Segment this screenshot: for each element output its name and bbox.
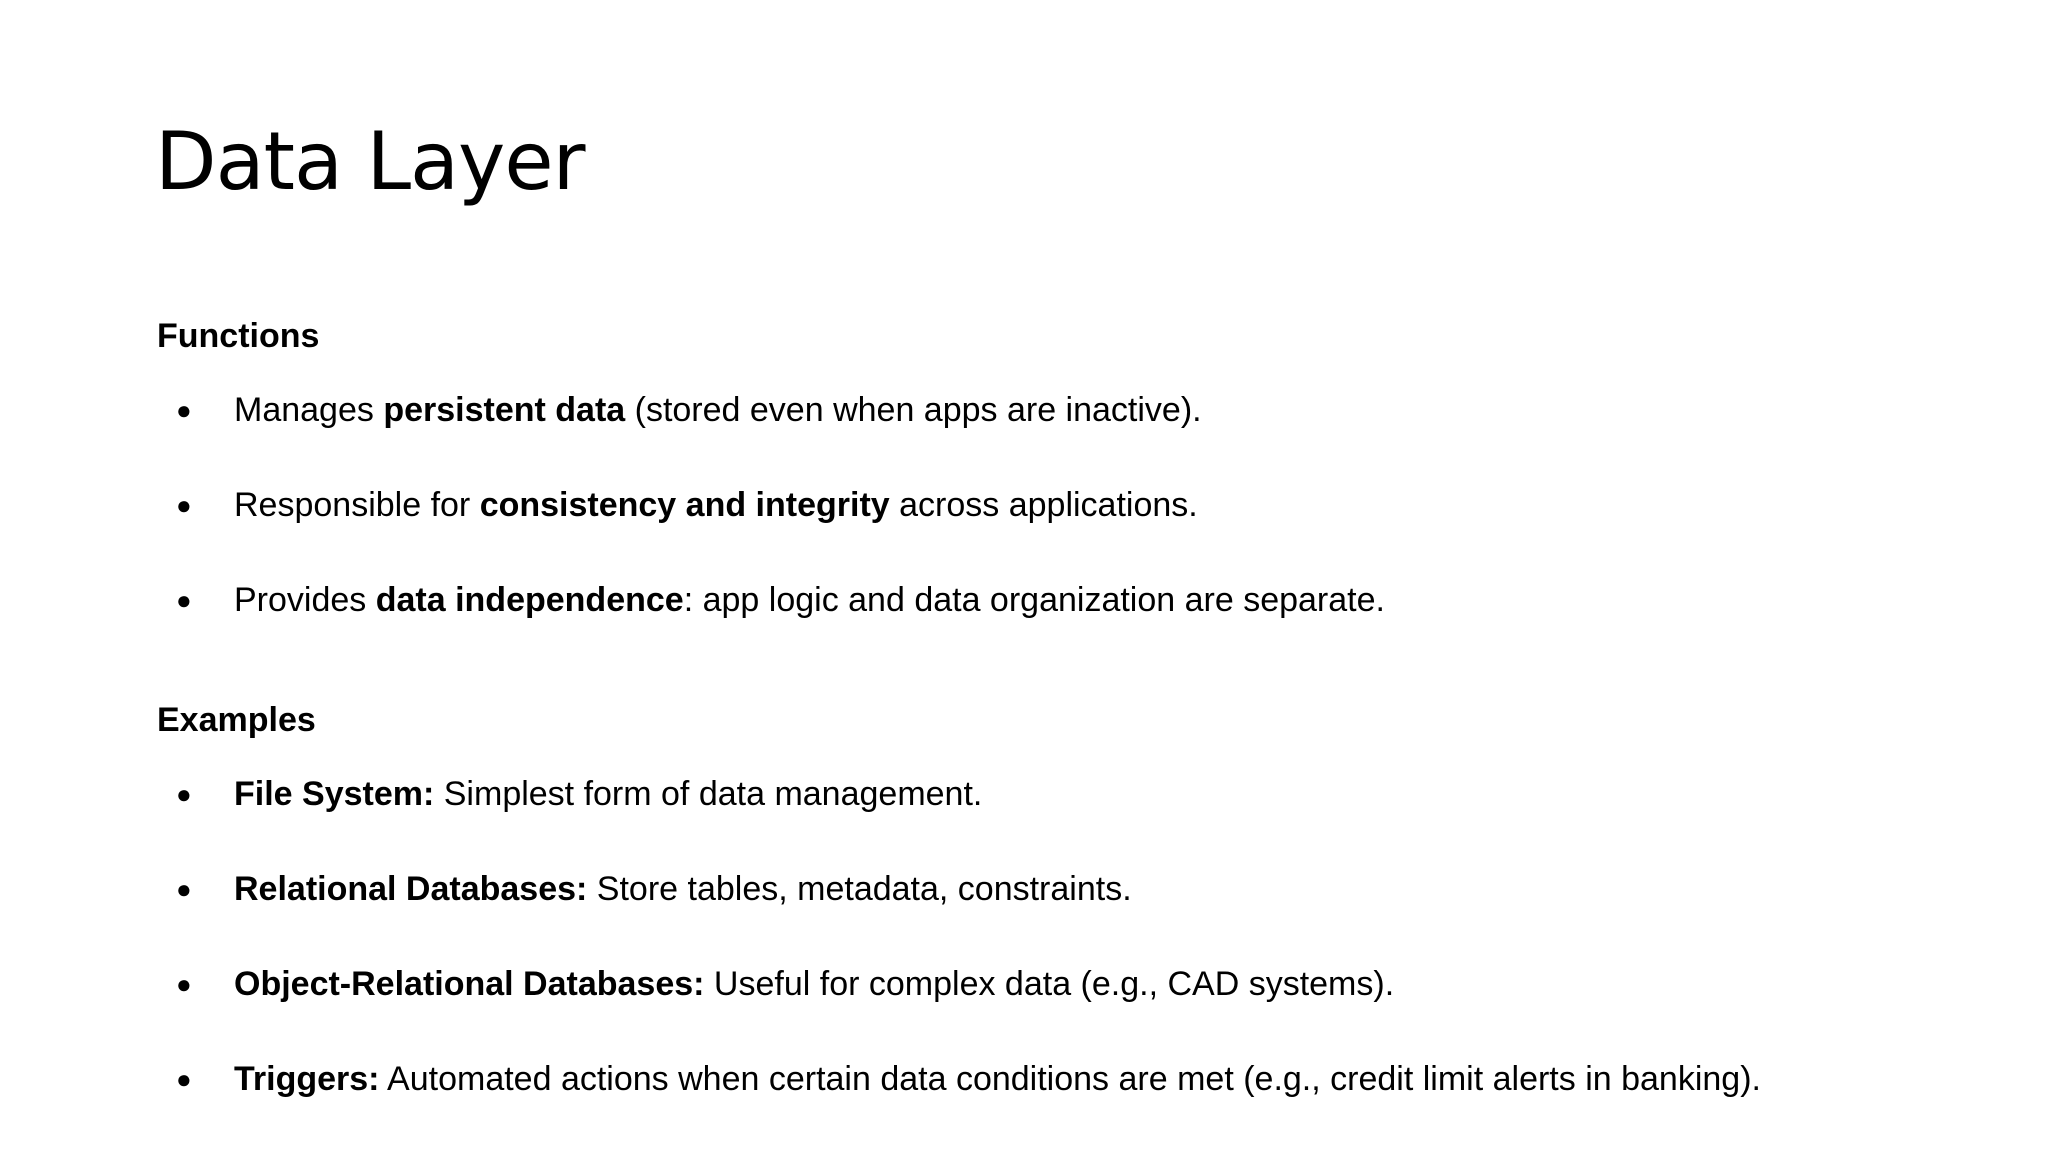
list-item-text: Triggers: Automated actions when certain data conditions are met (e.g., credit limit alerts in banking). [234,1060,1761,1098]
bullet-icon: ● [176,585,192,615]
bullet-icon: ● [176,874,192,904]
list-item-text: File System: Simplest form of data management. [234,775,983,813]
list-item-text: Responsible for consistency and integrity across applications. [234,486,1198,524]
bullet-icon: ● [176,1064,192,1094]
section-heading-functions: Functions [157,317,320,355]
list-item-text: Provides data independence: app logic and data organization are separate. [234,581,1385,619]
bullet-icon: ● [176,490,192,520]
list-item-text: Object-Relational Databases: Useful for complex data (e.g., CAD systems). [234,965,1395,1003]
bullet-icon: ● [176,395,192,425]
bullet-icon: ● [176,779,192,809]
bullet-icon: ● [176,969,192,999]
slide-title: Data Layer [155,115,585,208]
list-item-text: Manages persistent data (stored even when apps are inactive). [234,391,1202,429]
list-item-text: Relational Databases: Store tables, metadata, constraints. [234,870,1132,908]
section-heading-examples: Examples [157,701,316,739]
